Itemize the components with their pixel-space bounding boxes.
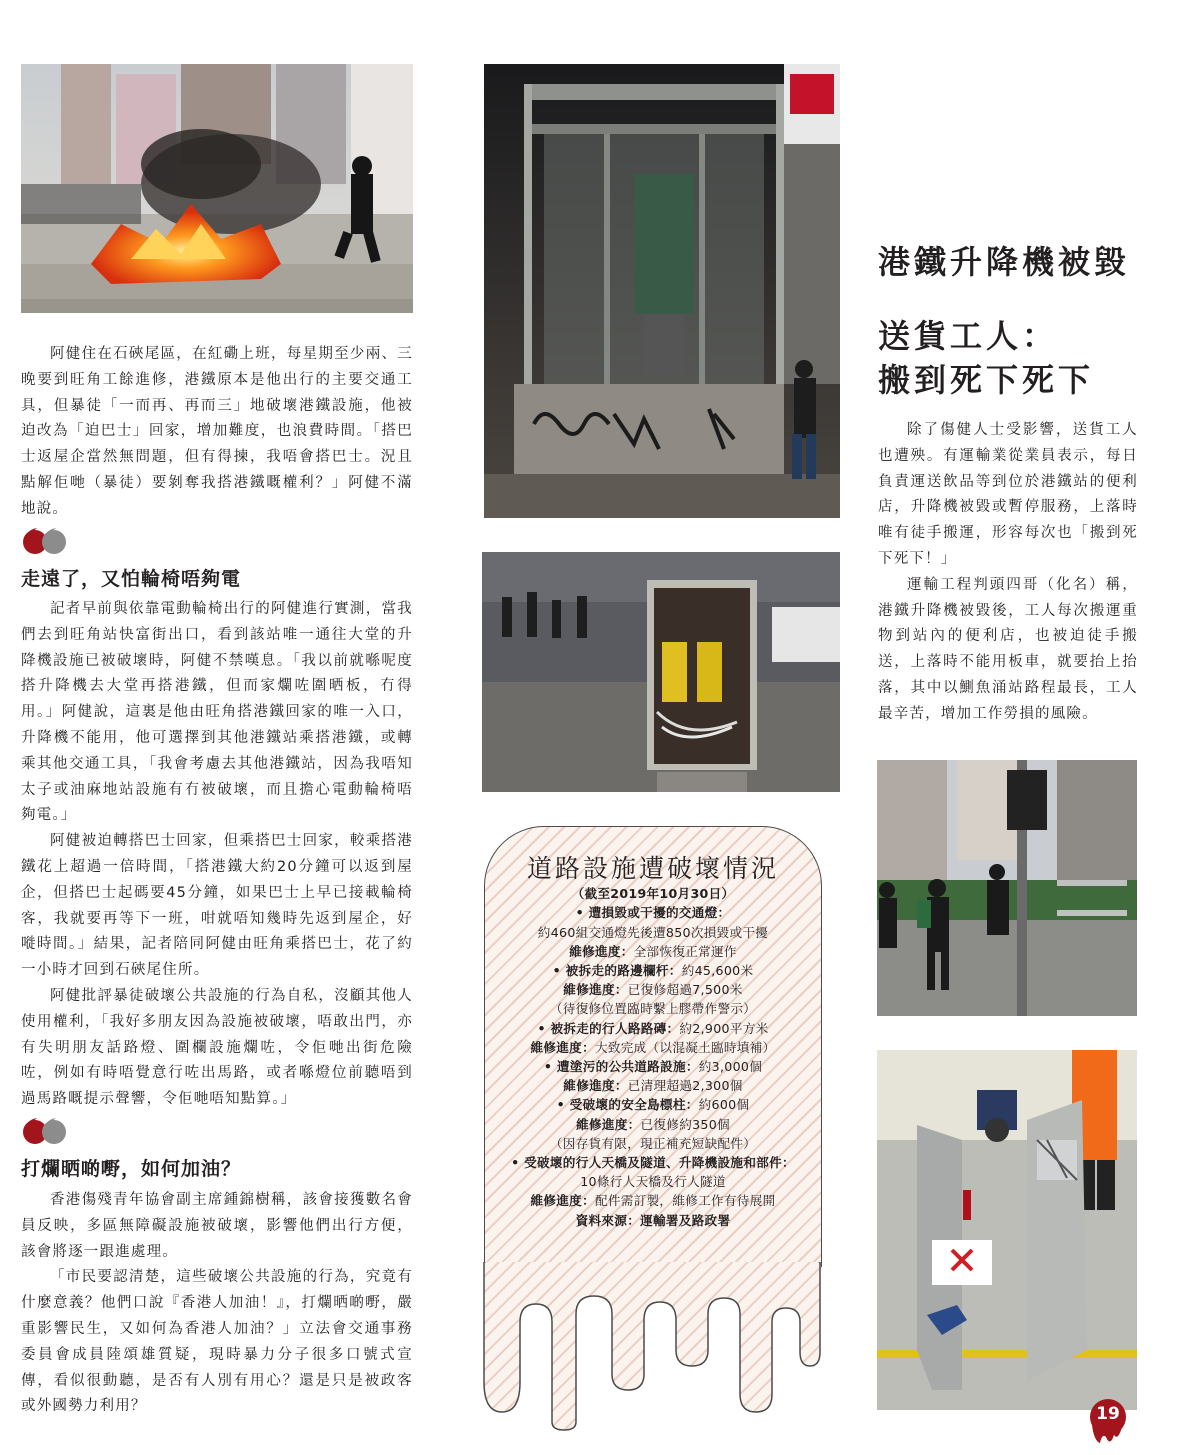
- info-item-detail: 約600個: [698, 1097, 750, 1113]
- headline-line: 搬到死下死下: [878, 361, 1095, 399]
- info-item-progress-label: 維修進度：: [576, 1116, 641, 1132]
- quote-mark-icon: [21, 528, 67, 560]
- info-item-progress: 全部恢復正常運作: [633, 943, 737, 959]
- section1-body: [21, 597, 413, 1113]
- info-box-date: （截至2019年10月30日）: [571, 886, 735, 902]
- paragraph: 除了傷健人士受影響，送貨工人也遭殃。有運輸業從業員表示，每日負責運送飲品等到位於港鐵站的便利店，升降機被毀或暫停服務，上落時唯有徒手搬運，形容每次也「搬到死下死下！」: [878, 422, 1138, 567]
- paragraph: 「市民要認清楚，這些破壞公共設施的行為，究竟有什麼意義？他們口說『香港人加油！』，打爛晒啲嘢，嚴重影響民生，又如何為香港人加油？」立法會交通事務委員會成員陸頌雄質疑，現時暴力分子很多口號式宣傳，看似很動聽，是否有人別有用心？還是只是被政客或外國勢力利用？: [21, 1269, 413, 1415]
- quote-mark-icon: [21, 1118, 67, 1150]
- paragraph: 香港傷殘青年協會副主席鍾錦樹稱，該會接獲數名會員反映，多區無障礙設施被破壞，影響他們出行方便，該會將逐一跟進處理。: [21, 1192, 413, 1260]
- paragraph: 阿健被迫轉搭巴士回家，但乘搭巴士回家，較乘搭港鐵花上超過一倍時間，「搭港鐵大約20分鐘可以返到屋企，但搭巴士起碼要45分鐘，如果巴士上早已接載輪椅客，我就要再等下一班，咁就唔知幾時先返到屋企，好嘥時間。」結果，記者陪同阿健由旺角乘搭巴士，花了約一小時才回到石硤尾住所。: [21, 833, 413, 979]
- info-item-progress: 已清理超過2,300個: [627, 1078, 743, 1094]
- footer-credit: [960, 1412, 1084, 1446]
- info-item-progress-label: 維修進度：: [530, 1039, 595, 1055]
- photo-damaged-lift: [484, 64, 840, 518]
- info-item-progress-label: 維修進度：: [530, 1193, 595, 1209]
- info-item-detail: 約460組交通燈先後遭850次損毀或干擾: [537, 924, 769, 940]
- headline-delivery-workers: [878, 314, 1094, 402]
- info-item: [485, 1153, 821, 1211]
- photo-street-fire: [21, 64, 413, 313]
- page-number-badge: [1088, 1397, 1128, 1455]
- paragraph: 記者早前與依靠電動輪椅出行的阿健進行實測，當我們去到旺角站快富街出口，看到該站唯一通往大堂的升降機設施已被破壞時，阿健不禁嘆息。「我以前就喺呢度搭升降機去大堂再搭港鐵，但而家爛咗圍晒板，冇得用。」阿健說，這裏是他由旺角搭港鐵回家的唯一入口，升降機不能用，他可選擇到其他港鐵站乘搭港鐵，或轉乘其他交通工具，「我會考慮去其他港鐵站，因為我唔知太子或油麻地站設施有冇被破壞，而且擔心電動輪椅唔夠電。」: [21, 601, 413, 824]
- info-item: [485, 903, 821, 961]
- info-item-progress: 已復修約350個: [640, 1116, 730, 1132]
- info-box-source: 資料來源：運輸署及路政署: [575, 1212, 731, 1228]
- photo-damaged-gates: [877, 1050, 1137, 1410]
- section2-body: [21, 1188, 413, 1420]
- info-item-detail: 約2,900平方米: [679, 1020, 769, 1036]
- info-box-title: 道路設施遭破壞情況: [526, 854, 779, 883]
- right-column-body: [878, 418, 1138, 728]
- page-number: 19: [1096, 1404, 1120, 1424]
- info-item-head: • 被拆走的行人路路磚：: [537, 1020, 680, 1036]
- info-item-head: • 受破壞的安全島標柱：: [556, 1097, 699, 1113]
- info-item-head: • 受破壞的行人天橋及隧道、升降機設施和部件：: [511, 1155, 795, 1171]
- info-item-progress-label: 維修進度：: [563, 1078, 628, 1094]
- info-item-note: （因存貨有限，現正補充短缺配件）: [549, 1135, 757, 1151]
- paragraph: 阿健批評暴徒破壞公共設施的行為自私，沒顧其他人使用權利，「我好多朋友因為設施被破壞，唔敢出門，亦有失明朋友話路燈、圍欄設施爛咗，令佢哋出街危險咗，例如有時唔覺意行咗出馬路，或者喺燈位前聽唔到過馬路嘅提示聲響，令佢哋唔知點算。」: [21, 987, 413, 1108]
- info-item-progress: 已復修超過7,500米: [627, 982, 743, 998]
- info-item-progress: 大致完成（以混凝土臨時填補）: [594, 1039, 776, 1055]
- info-item-detail: 約3,000個: [698, 1059, 763, 1075]
- info-item-head: • 遭損毀或干擾的交通燈：: [575, 905, 731, 921]
- paragraph: 運輸工程判頭四哥（化名）稱，港鐵升降機被毀後，工人每次搬運重物到站內的便利店，也被迫徒手搬送，上落時不能用板車，就要抬上抬落，其中以鰂魚涌站路程最長，工人最辛苦，增加工作勞損的風險。: [878, 576, 1138, 722]
- info-item-detail: 10條行人天橋及行人隧道: [580, 1174, 726, 1190]
- info-item-progress: 配件需訂製，維修工作有待展開: [594, 1193, 776, 1209]
- headline-line: 送貨工人：: [878, 317, 1059, 355]
- info-box-road-damage: [484, 826, 822, 1267]
- info-box-content: [485, 854, 821, 1230]
- info-item: [485, 961, 821, 1019]
- info-item-progress-label: 維修進度：: [569, 943, 634, 959]
- info-item-progress-label: 維修進度：: [563, 982, 628, 998]
- section-title-wheelchair: 走遠了，又怕輪椅唔夠電: [21, 568, 242, 590]
- photo-traffic-light: [877, 760, 1137, 1016]
- info-item-detail: 約45,600米: [681, 963, 754, 979]
- headline-lift-destroyed: 港鐵升降機被毀: [878, 243, 1131, 281]
- info-item-head: • 被拆走的路邊欄杆：: [552, 963, 682, 979]
- intro-paragraph: 阿健住在石硤尾區，在紅磡上班，每星期至少兩、三晚要到旺角工餘進修，港鐵原本是他出行的主要交通工具，但暴徒「一而再、再而三」地破壞港鐵設施，他被迫改為「迫巴士」回家，增加難度，也浪費時間。「搭巴士返屋企當然無問題，但有得揀，我唔會搭巴士。況且點解佢哋（暴徒）要剝奪我搭港鐵嘅權利？」阿健不滿地說。: [21, 346, 413, 517]
- info-item-head: • 遭塗污的公共道路設施：: [543, 1059, 699, 1075]
- photo-traffic-box: [482, 552, 840, 792]
- section-title-add-oil: 打爛晒啲嘢，如何加油？: [21, 1158, 242, 1180]
- info-box-drips: [482, 1262, 822, 1436]
- info-item: [485, 1095, 821, 1153]
- footer-publisher: 大公報特刊: [1029, 1435, 1084, 1446]
- info-item: [485, 1019, 821, 1057]
- info-item: [485, 1057, 821, 1095]
- footer-series-title: 縱暴派罪證實錄: [985, 1416, 1084, 1431]
- info-item-note: （待復修位置臨時繫上膠帶作警示）: [549, 1001, 757, 1017]
